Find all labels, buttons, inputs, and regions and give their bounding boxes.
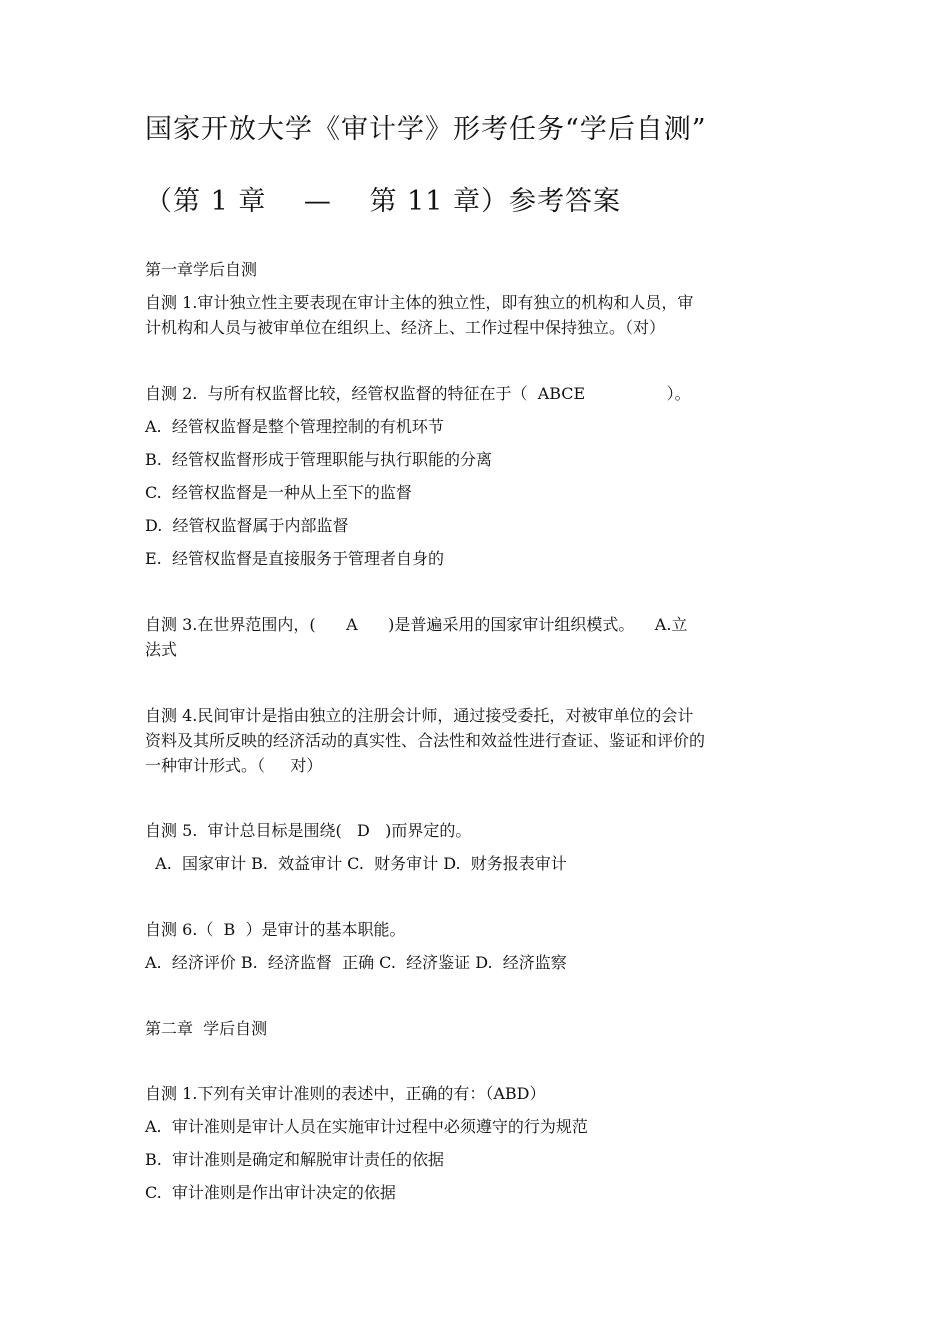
- question-3-line-2: 法式: [145, 640, 178, 659]
- question-2-option-b: B. 经管权监督形成于管理职能与执行职能的分离: [145, 450, 493, 469]
- chapter-2-question-1-option-a: A. 审计准则是审计人员在实施审计过程中必须遵守的行为规范: [145, 1117, 588, 1136]
- question-6-options: A. 经济评价 B. 经济监督 正确 C. 经济鉴证 D. 经济监察: [145, 953, 567, 972]
- question-1-line-1: 自测 1.审计独立性主要表现在审计主体的独立性，即有独立的机构和人员，审: [145, 293, 694, 312]
- question-2-stem: 自测 2. 与所有权监督比较，经管权监督的特征在于（ ABCE ）。: [145, 384, 691, 403]
- chapter-2-question-1-option-c: C. 审计准则是作出审计决定的依据: [145, 1183, 396, 1202]
- question-2-option-e: E. 经管权监督是直接服务于管理者自身的: [145, 549, 444, 568]
- question-2-option-a: A. 经管权监督是整个管理控制的有机环节: [145, 417, 444, 436]
- chapter-2-heading: 第二章 学后自测: [145, 1019, 268, 1038]
- question-6-stem: 自测 6.（ B ）是审计的基本职能。: [145, 920, 406, 939]
- chapter-2-question-1-stem: 自测 1.下列有关审计准则的表述中，正确的有：（ABD）: [145, 1084, 546, 1103]
- question-1-line-2: 计机构和人员与被审单位在组织上、经济上、工作过程中保持独立。（对）: [145, 318, 666, 337]
- question-2-option-d: D. 经管权监督属于内部监督: [145, 516, 349, 535]
- question-4-line-3: 一种审计形式。（ 对）: [145, 756, 323, 775]
- question-5-options: A. 国家审计 B. 效益审计 C. 财务审计 D. 财务报表审计: [145, 854, 567, 873]
- question-5-stem: 自测 5. 审计总目标是围绕( D )而界定的。: [145, 821, 472, 840]
- document-title-line-1: 国家开放大学《审计学》形考任务“学后自测”: [145, 114, 707, 145]
- document-title-line-2: （第 1 章 — 第 11 章）参考答案: [145, 186, 622, 217]
- question-3-line-1: 自测 3.在世界范围内，( A )是普遍采用的国家审计组织模式。 A.立: [145, 615, 688, 634]
- question-4-line-1: 自测 4.民间审计是指由独立的注册会计师，通过接受委托，对被审单位的会计: [145, 706, 694, 725]
- question-2-option-c: C. 经管权监督是一种从上至下的监督: [145, 483, 412, 502]
- chapter-1-heading: 第一章学后自测: [145, 260, 258, 279]
- question-4-line-2: 资料及其所反映的经济活动的真实性、合法性和效益性进行查证、鉴证和评价的: [145, 731, 706, 750]
- chapter-2-question-1-option-b: B. 审计准则是确定和解脱审计责任的依据: [145, 1150, 445, 1169]
